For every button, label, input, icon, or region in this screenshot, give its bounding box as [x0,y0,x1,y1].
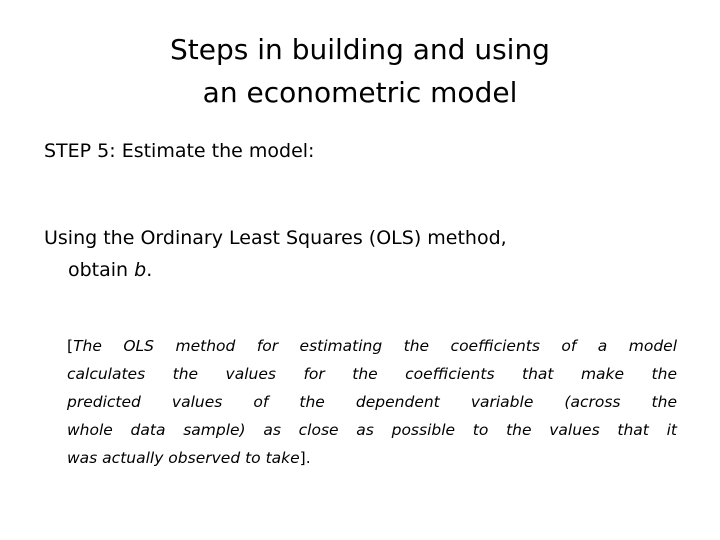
slide-title [0,28,720,114]
slide-title-line-2: an econometric model [202,76,518,109]
ols-instruction-line-1: Using the Ordinary Least Squares (OLS) method, [44,227,507,249]
note-text-line-5: was actually observed to take [67,449,300,467]
note-open-bracket: [ [67,337,74,355]
ols-instruction-line-2 [44,254,684,286]
note-line-5 [67,444,677,472]
note-text-line-2: calculates the values for the coefficients that make the [67,365,677,383]
slide-title-line-1: Steps in building and using [170,33,550,66]
obtain-text: obtain [68,259,135,281]
note-close-bracket: ]. [299,449,311,467]
step-heading: STEP 5: Estimate the model: [44,140,315,162]
note-text-line-1: The OLS method for estimating the coefficients of a model [73,337,677,355]
note-text-line-3: predicted values of the dependent variable (across the [67,393,677,411]
ols-definition-note [67,332,677,472]
note-line-1 [67,332,677,360]
period-text: . [146,259,153,281]
note-text-line-4: whole data sample) as close as possible to the values that it [67,421,677,439]
ols-instruction [44,222,684,286]
b-variable: b [134,259,147,281]
